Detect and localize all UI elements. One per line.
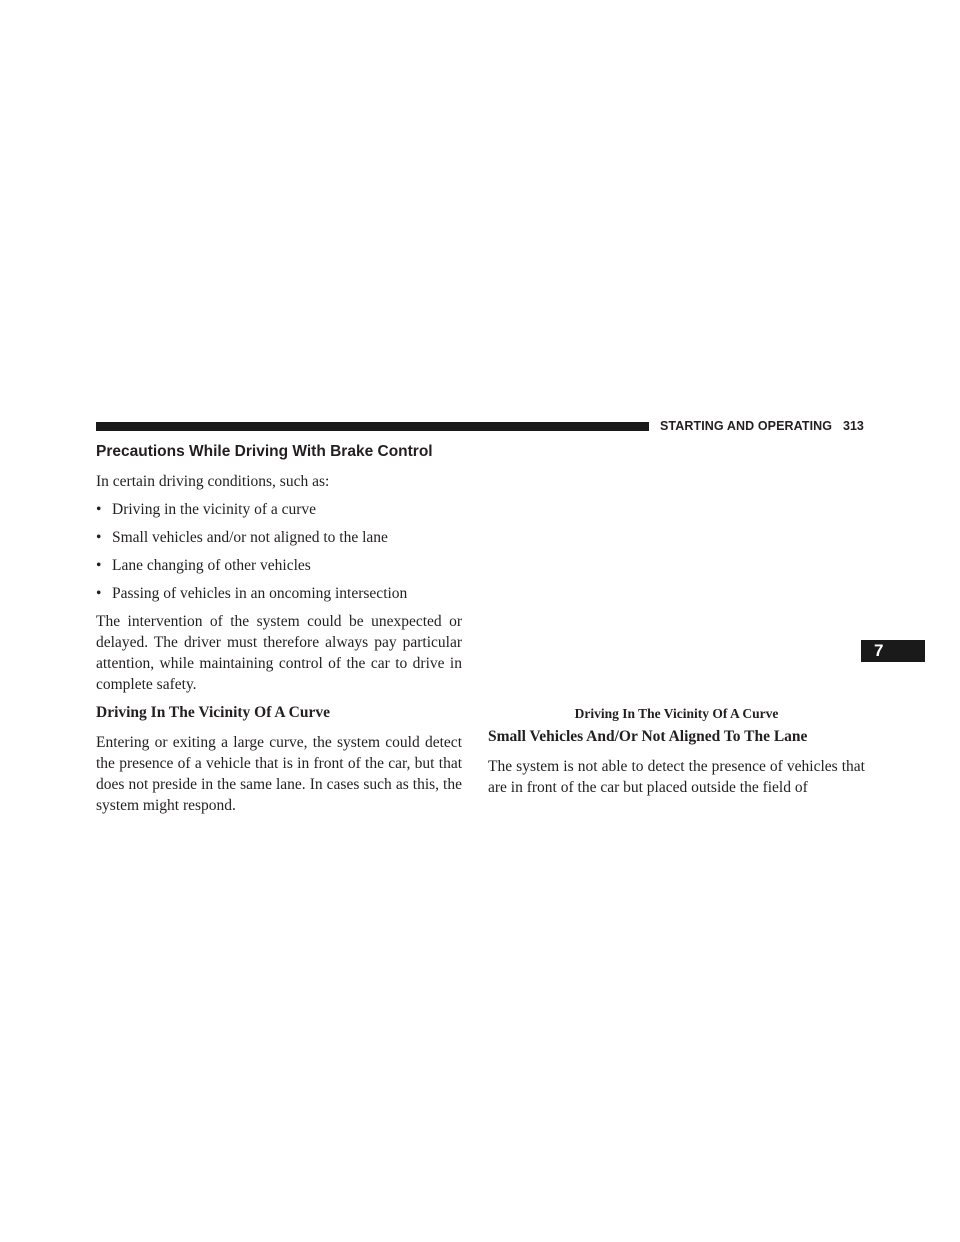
section-heading: Precautions While Driving With Brake Control xyxy=(96,443,433,460)
intervention-paragraph: The intervention of the system could be unexpected or delayed. The driver must therefore always pay particular attention, while maintaining control of the car to drive in complete safety. xyxy=(96,613,462,693)
header-rule xyxy=(96,422,649,431)
list-item: • Driving in the vicinity of a curve xyxy=(96,501,317,518)
bullet-icon: • xyxy=(96,585,102,602)
left-column xyxy=(96,440,462,816)
bullet-icon: • xyxy=(96,529,102,546)
curve-paragraph: Entering or exiting a large curve, the system could detect the presence of a vehicle that is in front of the car, but that does not preside in the same lane. In cases such as this, the system might respond. xyxy=(96,734,462,814)
list-item: • Lane changing of other vehicles xyxy=(96,557,311,574)
curve-subheading: Driving In The Vicinity Of A Curve xyxy=(96,704,330,721)
list-item: • Small vehicles and/or not aligned to the lane xyxy=(96,529,388,546)
small-vehicles-paragraph: The system is not able to detect the presence of vehicles that are in front of the car but placed outside the field of xyxy=(488,758,865,796)
page-number: 313 xyxy=(843,419,864,433)
bullet-icon: • xyxy=(96,557,102,574)
figure-caption: Driving In The Vicinity Of A Curve xyxy=(574,706,779,721)
list-item: • Passing of vehicles in an oncoming intersection xyxy=(96,585,408,602)
running-header-section: STARTING AND OPERATING xyxy=(660,419,833,433)
right-column xyxy=(488,726,865,798)
small-vehicles-subheading: Small Vehicles And/Or Not Aligned To The Lane xyxy=(488,728,808,745)
bullet-icon: • xyxy=(96,501,102,518)
intro-paragraph: In certain driving conditions, such as: xyxy=(96,473,330,490)
conditions-list xyxy=(96,499,462,604)
chapter-tab: 7 xyxy=(861,640,925,662)
